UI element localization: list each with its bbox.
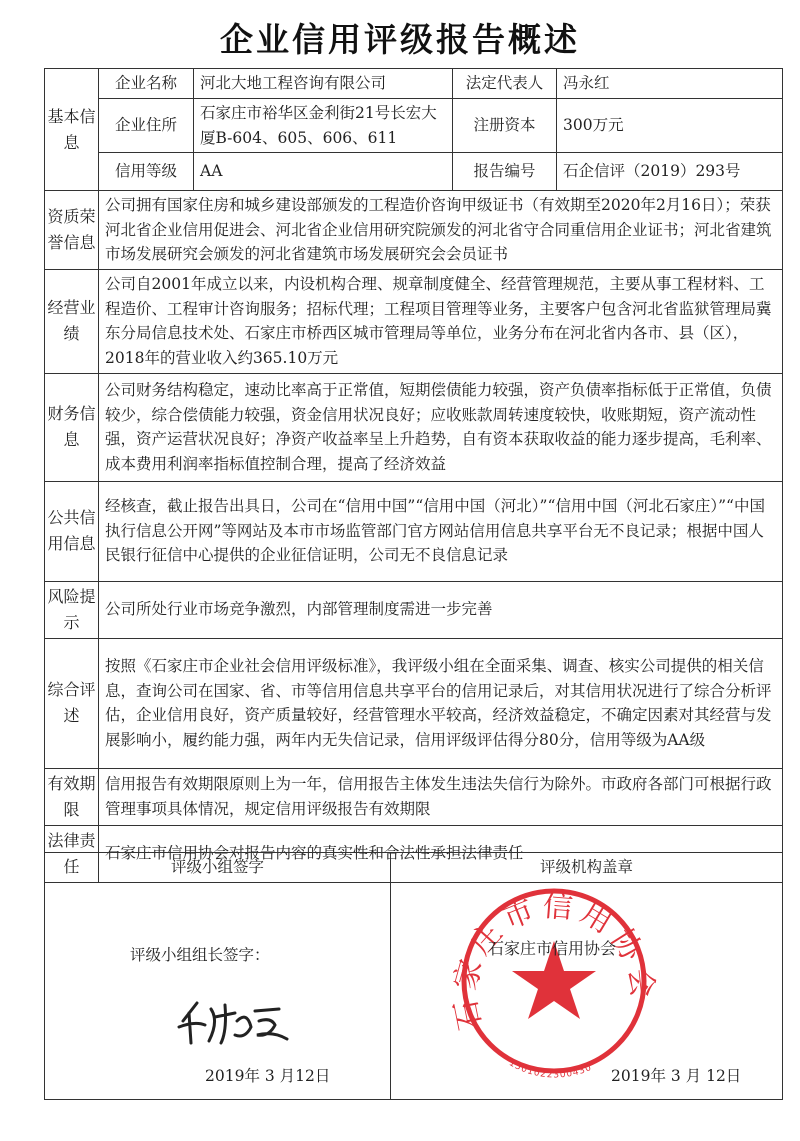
report-table — [44, 68, 783, 883]
address: 石家庄市裕华区金利街21号长宏大厦B-604、605、606、611 — [194, 99, 453, 153]
org-seal-cell — [391, 882, 783, 1099]
capital: 300万元 — [557, 99, 783, 153]
group-signature-header: 评级小组签字 — [45, 853, 391, 883]
section-text: 公司拥有国家住房和城乡建设部颁发的工程造价咨询甲级证书（有效期至2020年2月16日）；荣获河北省企业信用促进会、河北省企业信用研究院颁发的河北省守合同重信用企业证书；河北省建筑市场发展研究会颁发的河北省建筑市场发展研究会会员证书 — [99, 191, 783, 270]
section-label: 综合评述 — [45, 638, 99, 768]
report-no: 石企信评（2019）293号 — [557, 153, 783, 191]
section-label: 法律责任 — [45, 825, 99, 882]
basic-info-label: 基本信息 — [45, 69, 99, 191]
org-name: 石家庄市信用协会 — [488, 938, 617, 958]
group-signature-cell — [45, 882, 391, 1099]
section-text: 信用报告有效期限原则上为一年，信用报告主体发生违法失信行为除外。市政府各部门可根据行政管理事项具体情况，规定信用评级报告有效期限 — [99, 768, 783, 825]
leader-signature-label: 评级小组组长签字： — [130, 945, 270, 964]
capital-label: 注册资本 — [453, 99, 557, 153]
section-label: 资质荣誉信息 — [45, 191, 99, 270]
seal-number: 1301022300430 — [507, 1057, 594, 1081]
section-label: 经营业绩 — [45, 269, 99, 373]
org-seal-header: 评级机构盖章 — [391, 853, 783, 883]
legal-rep-label: 法定代表人 — [453, 69, 557, 99]
grade-label: 信用等级 — [99, 153, 194, 191]
group-signature-date: 2019年 3 月12日 — [205, 1067, 331, 1085]
seal-text: 石家庄市信用协会 — [447, 888, 661, 1033]
signature-table — [44, 852, 783, 1100]
section-text: 石家庄市信用协会对报告内容的真实性和合法性承担法律责任 — [99, 825, 783, 882]
address-label: 企业住所 — [99, 99, 194, 153]
section-text: 按照《石家庄市企业社会信用评级标准》，我评级小组在全面采集、调查、核实公司提供的相关信息，查询公司在国家、省、市等信用信息共享平台的信用记录后，对其信用状况进行了综合分析评估，企业信用良好，资产质量较好，经营管理水平较高，经济效益稳定，不确定因素对其经营与发展影响小，履约能力强，两年内无失信记录，信用评级评估得分80分，信用等级为AA级 — [99, 638, 783, 768]
report-no-label: 报告编号 — [453, 153, 557, 191]
section-text: 公司所处行业市场竞争激烈，内部管理制度需进一步完善 — [99, 581, 783, 638]
handwritten-signature — [175, 991, 305, 1051]
grade: AA — [194, 153, 453, 191]
org-seal-date: 2019年 3 月 12日 — [611, 1067, 742, 1085]
section-text: 公司自2001年成立以来，内设机构合理、规章制度健全、经营管理规范，主要从事工程材料、工程造价、工程审计咨询服务；招标代理；工程项目管理等业务，主要客户包含河北省监狱管理局冀东分局信息技术处、石家庄市桥西区城市管理局等单位，业务分布在河北省内各市、县（区），2018年的营业收入约365.10万元 — [99, 269, 783, 373]
page-title: 企业信用评级报告概述 — [220, 20, 580, 59]
company-name: 河北大地工程咨询有限公司 — [194, 69, 453, 99]
section-label: 公共信用信息 — [45, 481, 99, 581]
section-label: 有效期限 — [45, 768, 99, 825]
section-text: 公司财务结构稳定，速动比率高于正常值，短期偿债能力较强，资产负债率指标低于正常值，负债较少，综合偿债能力较强，资金信用状况良好；应收账款周转速度较快，收账期短，资产流动性强，资产运营状况良好；净资产收益率呈上升趋势，自有资本获取收益的能力逐步提高，毛利率、成本费用利润率指标值控制合理，提高了经济效益 — [99, 373, 783, 481]
section-text: 经核查，截止报告出具日，公司在“信用中国”“信用中国（河北）”“信用中国（河北石家庄）”“中国执行信息公开网”等网站及本市市场监管部门官方网站信用信息共享平台无不良记录；根据中国人民银行征信中心提供的企业征信证明，公司无不良信息记录 — [99, 481, 783, 581]
legal-rep: 冯永红 — [557, 69, 783, 99]
section-label: 风险提示 — [45, 581, 99, 638]
section-label: 财务信息 — [45, 373, 99, 481]
company-name-label: 企业名称 — [99, 69, 194, 99]
